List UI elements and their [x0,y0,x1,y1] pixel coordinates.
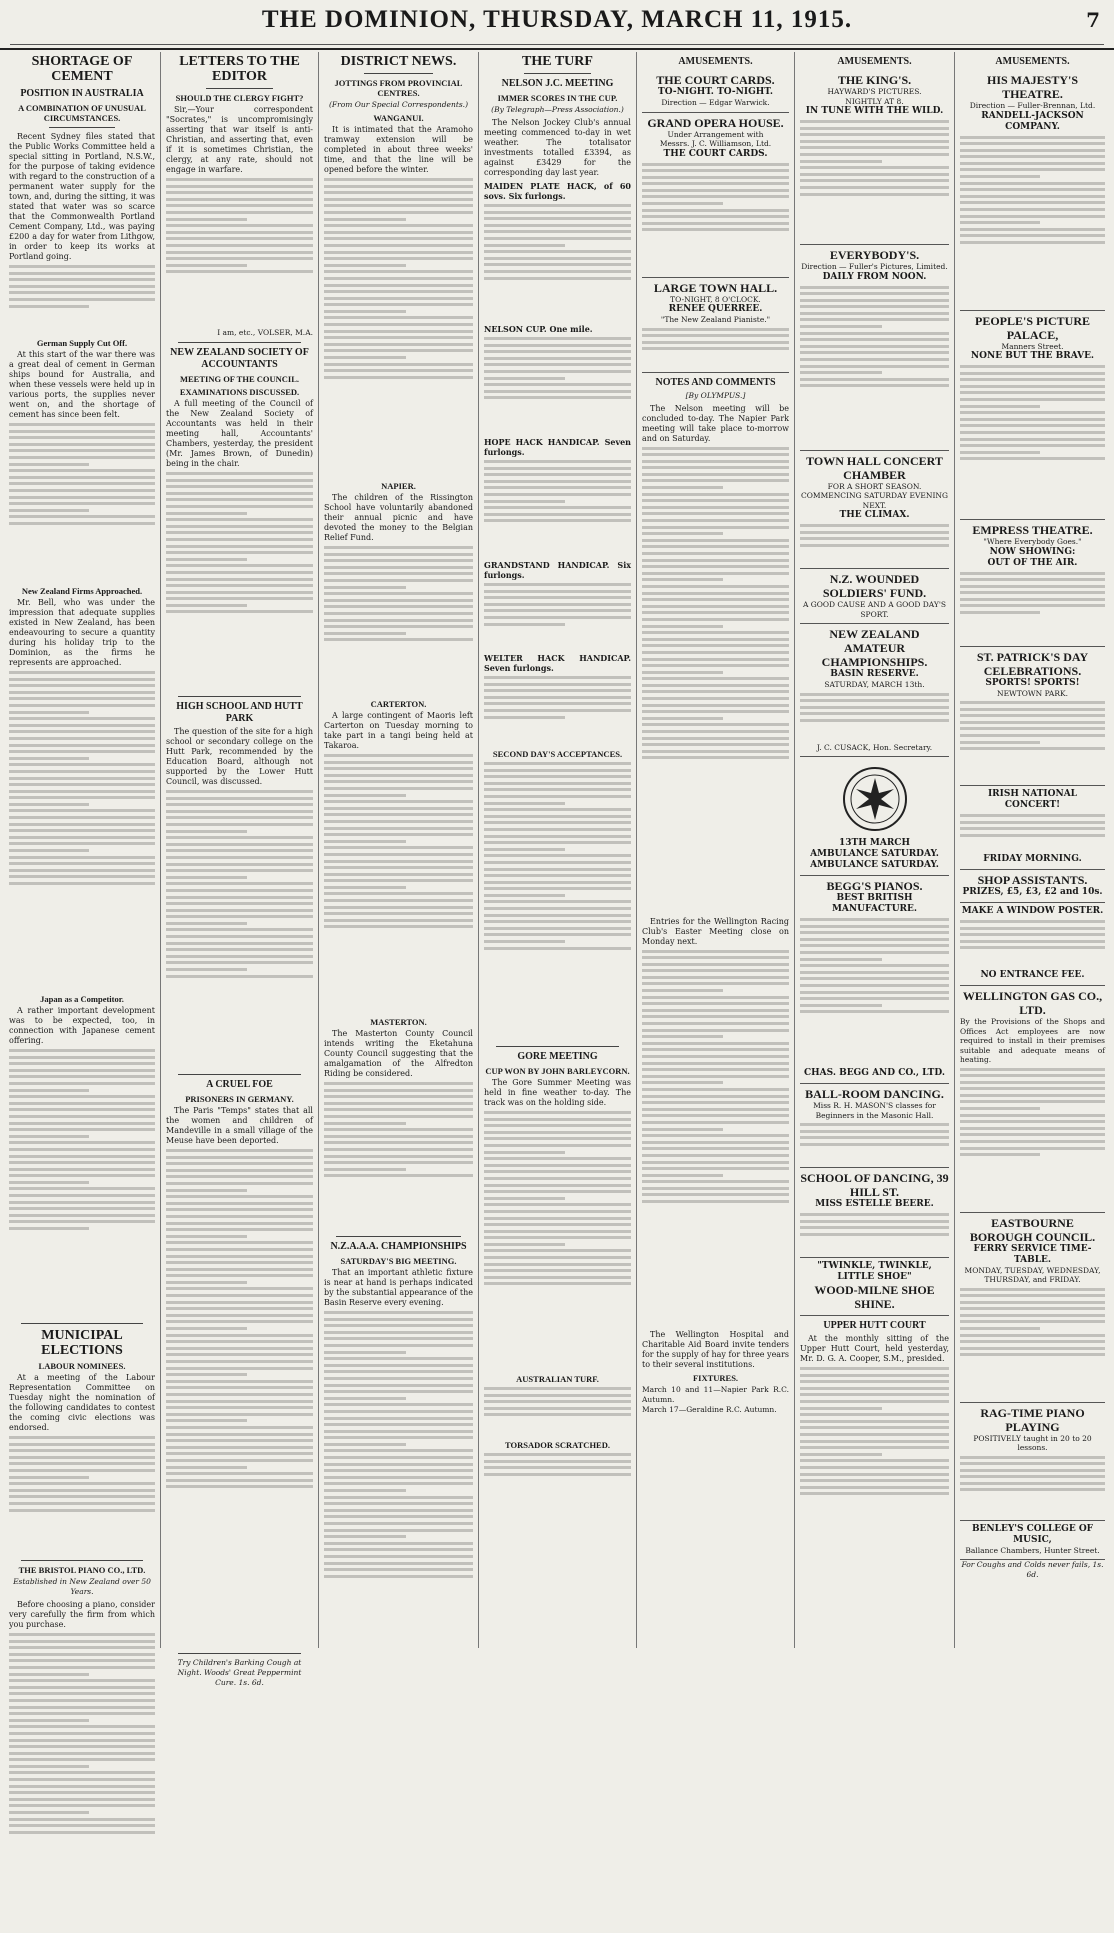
text-block [960,136,1105,306]
ad-line: THE CLIMAX. [839,510,910,520]
ad-title: HIS MAJESTY'S THEATRE. [986,73,1079,101]
text-block [960,1456,1105,1516]
text-block [960,814,1105,854]
accountants-sub: MEETING OF THE COUNCIL. [179,374,300,384]
divider [524,73,591,74]
notes-para-1: The Nelson meeting will be concluded to-day. The Napier Park meeting will take place to-morrow and on Saturday. [642,403,789,443]
letter-para: Sir,—Your correspondent "Socrates," is uncompromisingly asserting that war itself is anti-Christian, and asserting that, even if it is sometimes Christian, the clergy, at any rate, should not engage in warfare. [166,105,313,174]
cruel-foe-para: The Paris "Temps" states that all the women and children of Mandeville in a small village of the Meuse have been deported. [166,1106,313,1145]
text-block [960,365,1105,515]
headline-turf: THE TURF [522,54,593,69]
bristol-piano-sub: Established in New Zealand over 50 Years. [13,1577,151,1596]
subhead-japan: Japan as a Competitor. [40,994,124,1004]
beggs-pianos-ad [800,876,949,1084]
ad-title: EMPRESS THEATRE. [972,523,1093,537]
masthead-rule [10,44,1104,45]
text-block [800,918,949,1068]
ad-line: FOR A SHORT SEASON. [827,481,922,491]
ad-line: THE COURT CARDS. [663,148,768,159]
text-block [800,524,949,564]
text-block [9,423,155,583]
ballroom-dancing-ad [800,1084,949,1168]
gore-sub: CUP WON BY JOHN BARLEYCORN. [485,1066,630,1076]
ragtime-ad [960,1403,1105,1521]
race-hope-hack: HOPE HACK HANDICAP. Seven furlongs. [484,437,631,457]
divider [49,127,115,128]
ad-line: A GOOD CAUSE AND A GOOD DAY'S SPORT. [802,600,947,619]
ad-line: BASIN RESERVE. [830,669,919,679]
ad-title: WELLINGTON GAS CO., LTD. [962,989,1103,1017]
ad-line: Direction — Fuller's Pictures, Limited. [801,262,948,271]
ad-line: MISS ESTELLE BEERE. [815,1199,934,1209]
column-6 [794,52,954,1648]
ad-title: RAG-TIME PIANO PLAYING [980,1405,1085,1434]
text-block [166,178,313,328]
ad-line: Ballance Chambers, Hunter Street. [965,1545,1100,1555]
column-4 [478,52,636,1648]
divider [21,1323,143,1324]
text-block [800,1367,949,1567]
ad-line: SATURDAY, MARCH 13th. [824,680,925,689]
divider [21,1560,143,1561]
ad-line: Manners Street. [1001,341,1064,351]
empress-theatre-ad [960,520,1105,647]
subhead-labour: LABOUR NOMINEES. [38,1361,126,1371]
napier-para: The children of the Rissington School have voluntarily abandoned their annual picnic and have devoted the money to the Belgian Relief Fund. [324,493,473,542]
ad-title: FRIDAY MORNING. [983,854,1082,864]
district-note: (From Our Special Correspondents.) [328,100,468,109]
st-patricks-ad [960,647,1105,787]
school-of-dancing-ad [800,1168,949,1258]
town-napier: NAPIER. [381,481,416,491]
hutt-park-para: The question of the site for a high school or secondary college on the Hutt Park, recommended by the Education Board, although not supported by the Lower Hutt Council, was discussed. [166,727,313,786]
ad-title: N.Z. WOUNDED SOLDIERS' FUND. [822,572,927,600]
ad-line: Direction — Edgar Warwick. [661,98,770,107]
subhead-nz-firms: New Zealand Firms Approached. [21,586,143,596]
accountants-para: A full meeting of the Council of the New Zealand Society of Accountants was held in their meeting hall, Accountants' Chambers, yesterday, the president (Mr. James Brown, of Dunedin) being in the chair. [166,399,313,468]
cement-para-4: A rather important development was to be expected, too, in connection with Japanese cement offering. [9,1006,155,1045]
ad-title: MAKE A WINDOW POSTER. [961,906,1104,916]
page-number: 7 [1086,8,1100,32]
ad-line: POSITIVELY taught in 20 to 20 lessons. [973,1433,1092,1452]
town-carterton: CARTERTON. [370,699,427,709]
labour-para: At a meeting of the Labour Representation Committee on Tuesday night the nomination of the following candidates to contest the coming civic elections was endorsed. [9,1373,155,1432]
text-block [960,1288,1105,1398]
town-wanganui: WANGANUI. [373,113,424,123]
text-block [642,163,789,273]
divider [178,342,301,343]
text-block [960,572,1105,642]
ad-line: "Where Everybody Goes." [983,537,1082,546]
cement-para-2: At this start of the war there was a great deal of cement in German ships bound for Australia, and when these vessels were held up in various ports, the supplies never went on, and the shortage of cement has since been felt. [9,350,155,419]
ad-title: GRAND OPERA HOUSE. [647,115,784,130]
ad-line: SPORTS! SPORTS! [985,677,1080,688]
gas-company-ad [960,986,1105,1213]
shop-assistants-ad [960,870,1105,903]
text-block [800,1213,949,1253]
ambulance-ad [800,757,949,876]
carterton-para: A large contingent of Maoris left Carterton on Tuesday morning to take part in a tangi being held at Takaroa. [324,711,473,750]
nelson-headline: NELSON J.C. MEETING [501,78,614,89]
ad-title: "TWINKLE, TWINKLE, LITTLE SHOE" [817,1261,932,1282]
text-block [960,920,1105,970]
district-sub: JOTTINGS FROM PROVINCIAL CENTRES. [334,78,463,98]
ad-line: NONE BUT THE BRAVE. [970,351,1095,361]
bristol-para: Before choosing a piano, consider very carefully the firm from which you purchase. [9,1600,155,1629]
upper-hutt-para: At the monthly sitting of the Upper Hutt Court, held yesterday, Mr. D. G. A. Cooper, S.M., presided. [800,1334,949,1363]
ad-title: LARGE TOWN HALL. [653,280,778,295]
ambulance-line: AMBULANCE SATURDAY. [810,860,939,870]
nelson-note: (By Telegraph—Press Association.) [491,105,624,114]
fixture-line: March 17—Geraldine R.C. Autumn. [642,1404,777,1414]
column-7 [954,52,1110,1648]
ad-line: OUT OF THE AIR. [987,557,1078,568]
second-day-heading: SECOND DAY'S ACCEPTANCES. [492,749,623,759]
ad-line: BEST BRITISH MANUFACTURE. [831,893,918,914]
ad-line: By the Provisions of the Shops and Offices Act employees are now required to install in their premises suitable and adequate means of heating. [960,1017,1105,1064]
benleys-college-ad [960,1521,1105,1561]
nelson-sub: IMMER SCORES IN THE CUP. [497,93,618,103]
hutt-park-headline: HIGH SCHOOL AND HUTT PARK [176,701,303,724]
irish-concert-ad [960,786,1105,870]
fixtures-heading: FIXTURES. [692,1372,739,1383]
ad-line: COMMENCING SATURDAY EVENING NEXT. [801,491,948,510]
ad-title: SCHOOL OF DANCING, 39 HILL ST. [800,1171,949,1199]
text-block [166,1149,313,1649]
cement-para-1: Recent Sydney files stated that the Public Works Committee held a special sitting in Portland, N.S.W., for the purpose of taking evidence with regard to the construction of a permanent water supply for the town, and, during the sitting, it was stated that water was so scarce that the Commonwealth Portland Cement Company, Ltd., was paying £200 a day for water from Lithgow, in order to keep its works at Portland going. [9,132,155,261]
ad-title: ST. PATRICK'S DAY CELEBRATIONS. [976,649,1089,678]
text-block [9,1049,155,1319]
nzaaa-headline: N.Z.A.A.A. CHAMPIONSHIPS [330,1241,467,1252]
text-block [960,701,1105,781]
footer-ad-peppermint: Try Children's Barking Cough at Night. Woods' Great Peppermint Cure. 1s. 6d. [177,1658,302,1687]
window-poster-ad [960,903,1105,986]
subhead-australia: POSITION IN AUSTRALIA [20,88,144,99]
text-block [166,790,313,1070]
ad-line: "The New Zealand Pianiste." [660,315,771,324]
ad-line: NO ENTRANCE FEE. [980,970,1085,980]
everybodys-ad [800,245,949,451]
text-block [642,328,789,368]
nzaaa-para: That an important athletic fixture is near at hand is perhaps indicated by the substantial appearance of the Basin Reserve every evening. [324,1268,473,1307]
race-nelson-cup: NELSON CUP. One mile. [484,324,593,334]
gore-headline: GORE MEETING [517,1051,598,1062]
town-hall-ad [642,278,789,373]
ad-line: NOW SHOWING: [989,546,1076,557]
notes-para-2: Entries for the Wellington Racing Club's Easter Meeting close on Monday next. [642,916,789,946]
shoe-shine-ad [800,1258,949,1316]
amusements-heading: AMUSEMENTS. [678,56,753,67]
ad-line: J. C. CUSACK, Hon. Secretary. [816,742,933,752]
text-block [484,676,631,746]
column-1 [4,52,160,1648]
amusements-heading: AMUSEMENTS. [837,56,912,67]
ad-line: TO-NIGHT. TO-NIGHT. [658,87,773,97]
divider [178,1074,301,1075]
cruel-foe-sub: PRISONERS IN GERMANY. [185,1094,294,1104]
ad-line: Messrs. J. C. Williamson, Ltd. [659,139,772,148]
eastbourne-ferry-ad [960,1213,1105,1403]
text-block [484,762,631,1042]
divider [336,1236,461,1237]
amusements-heading: AMUSEMENTS. [995,56,1070,67]
notes-byline: [By OLYMPUS.] [685,390,746,400]
footer-ad-coughs: For Coughs and Colds never fails, 1s. 6d. [961,1560,1104,1579]
accountants-sub2: EXAMINATIONS DISCUSSED. [179,387,300,397]
letter-heading: SHOULD THE CLERGY FIGHT? [175,93,304,103]
masterton-para: The Masterton County Council intends writing the Eketahuna County Council suggesting that the amalgamation of the Alfredton Riding be considered. [324,1029,473,1078]
text-block [484,204,631,324]
text-block [484,1111,631,1371]
subhead-german: German Supply Cut Off. [36,338,128,348]
ad-title: NEW ZEALAND AMATEUR CHAMPIONSHIPS. [821,627,928,669]
ad-title: PEOPLE'S PICTURE PALACE, [974,313,1091,342]
amateur-championships-ad [800,624,949,757]
cruel-foe-headline: A CRUEL FOE [206,1079,273,1090]
grand-opera-ad [642,113,789,278]
ad-line: CHAS. BEGG AND CO., LTD. [804,1068,945,1078]
ambulance-line: AMBULANCE SATURDAY. [810,849,939,859]
st-john-ambulance-emblem [842,766,908,832]
text-block [800,693,949,743]
text-block [324,546,473,696]
text-block [960,1068,1105,1208]
column-3 [318,52,478,1648]
nzaaa-sub: SATURDAY'S BIG MEETING. [340,1256,457,1266]
concert-chamber-ad [800,451,949,570]
divider [178,696,301,697]
text-block [9,671,155,991]
cement-para-3: Mr. Bell, who was under the impression that adequate supplies existed in New Zealand, has been endeavouring to secure a quantity during his holiday trip to the Dominion, as the firms he represents are approached. [9,598,155,667]
ad-title: SHOP ASSISTANTS. [977,873,1088,887]
ad-line: Direction — Fuller-Brennan, Ltd. [969,101,1096,110]
his-majestys-ad [960,70,1105,311]
ambulance-date: 13TH MARCH [839,838,910,848]
race-welter: WELTER HACK HANDICAP. Seven furlongs. [484,653,631,673]
headline-district: DISTRICT NEWS. [340,54,457,69]
bristol-piano-title: THE BRISTOL PIANO CO., LTD. [18,1565,146,1575]
town-masterton: MASTERTON. [370,1017,427,1027]
ad-title: THE KING'S. [837,73,912,87]
masthead-title: THE DOMINION, THURSDAY, MARCH 11, 1915. [261,6,853,33]
accountants-headline: NEW ZEALAND SOCIETY OF ACCOUNTANTS [170,347,309,370]
headline-cement: SHORTAGE OF CEMENT [31,54,133,84]
race-grandstand: GRANDSTAND HANDICAP. Six furlongs. [484,560,631,580]
fixture-line: March 10 and 11—Napier Park R.C. Autumn. [642,1384,789,1404]
ad-line: PRIZES, £5, £3, £2 and 10s. [962,887,1103,897]
divider [496,1046,619,1047]
text-block [484,460,631,560]
ad-line: RANDELL-JACKSON COMPANY. [981,110,1084,132]
nelson-para: The Nelson Jockey Club's annual meeting commenced to-day in wet weather. The totalisator investments totalled £3394, as against £3429 for the corresponding day last year. [484,118,631,177]
text-block [324,178,473,478]
upper-hutt-headline: UPPER HUTT COURT [823,1320,926,1331]
peoples-picture-palace-ad [960,311,1105,521]
court-cards-ad [642,70,789,113]
notes-para-3: The Wellington Hospital and Charitable Aid Board invite tenders for the supply of hay for three years to their several institutions. [642,1329,789,1369]
text-block [484,337,631,437]
text-block [800,286,949,446]
race-maiden: MAIDEN PLATE HACK, of 60 sovs. Six furlongs. [484,181,631,201]
text-block [166,472,313,692]
headline-letters: LETTERS TO THE EDITOR [179,54,300,84]
column-2 [160,52,318,1687]
ad-title: BEGG'S PIANOS. [826,879,923,893]
wanganui-para: It is intimated that the Aramoho tramway extension will be completed in about three weeks' time, and that the line will be opened before the winter. [324,125,473,174]
ad-line: WOOD-MILNE SHOE SHINE. [814,1283,935,1311]
ad-title: EASTBOURNE BOROUGH COUNCIL. [969,1215,1096,1244]
headline-municipal: MUNICIPAL ELECTIONS [41,1328,123,1358]
divider [178,1653,301,1654]
australian-turf: AUSTRALIAN TURF. [516,1374,599,1384]
deck-unusual: A COMBINATION OF UNUSUAL CIRCUMSTANCES. [18,103,146,123]
ad-title: EVERYBODY'S. [829,248,920,262]
torsador-heading: TORSADOR SCRATCHED. [504,1440,610,1450]
text-block [9,1436,155,1556]
ad-line: TO-NIGHT, 8 O'CLOCK. [670,294,761,304]
text-block [484,1387,631,1437]
ad-line: Under Arrangement with [667,129,764,139]
divider [364,73,433,74]
wounded-fund-ad [800,569,949,624]
ad-title: BENLEY'S COLLEGE OF MUSIC, [971,1523,1094,1545]
ad-line: IRISH NATIONAL CONCERT! [987,789,1078,810]
ad-line: HAYWARD'S PICTURES. [827,87,922,96]
text-block [642,447,789,917]
text-block [642,950,789,1330]
gore-para: The Gore Summer Meeting was held in fine weather to-day. The track was on the holding side. [484,1078,631,1107]
column-5 [636,52,794,1648]
text-block [800,120,949,240]
ad-line: NEWTOWN PARK. [997,688,1068,698]
ad-line: FERRY SERVICE TIME-TABLE. [973,1243,1092,1265]
ad-line: NIGHTLY AT 8. [845,96,904,106]
masthead [0,0,1114,50]
ad-title: TOWN HALL CONCERT CHAMBER [806,453,943,482]
text-block [324,754,473,1014]
text-block [324,1082,473,1232]
ad-line: DAILY FROM NOON. [822,271,927,282]
letter-signature: I am, etc., VOLSER, M.A. [217,328,313,337]
text-block [484,1453,631,1493]
kings-ad [800,70,949,245]
ad-title: THE COURT CARDS. [656,73,775,87]
text-block [324,1311,473,1711]
text-block [9,1633,155,1933]
ad-line: RENEE QUERREE. [668,304,763,314]
ad-title: BALL-ROOM DANCING. [805,1087,944,1101]
divider [206,88,273,89]
ad-line: Miss R. H. MASON'S classes for Beginners in the Masonic Hall. [813,1101,936,1120]
text-block [9,265,155,335]
ad-line: IN TUNE WITH THE WILD. [805,106,944,116]
notes-headline: NOTES AND COMMENTS [655,376,776,388]
text-block [800,1123,949,1163]
text-block [484,583,631,653]
ad-line: MONDAY, TUESDAY, WEDNESDAY, THURSDAY, and FRIDAY. [964,1265,1101,1284]
